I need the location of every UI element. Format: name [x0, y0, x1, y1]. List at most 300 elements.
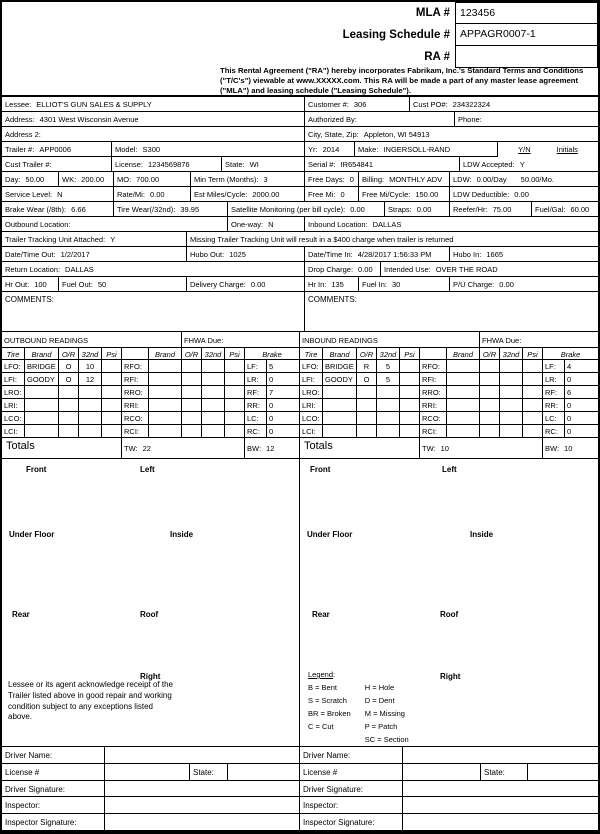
field-label: Service Level:: [5, 190, 53, 199]
col-psi: Psi: [225, 348, 245, 360]
leasing-schedule-label: Leasing Schedule #: [342, 29, 450, 41]
tread-cell: [377, 425, 400, 438]
field-label: Return Location:: [5, 265, 61, 274]
rates-row: [2, 172, 598, 187]
legend-column: [365, 681, 409, 746]
tire-label-cell: LRO:: [300, 386, 323, 399]
field-label: Delivery Charge:: [190, 280, 246, 289]
legend-item: SC = Section: [364, 735, 409, 744]
field-value: 75.00: [492, 205, 512, 214]
ldw-accepted-cell: [460, 157, 598, 172]
field-value: 10: [564, 444, 573, 453]
field-label: Cust PO#:: [413, 100, 448, 109]
field-label: Tire Wear(/32nd):: [117, 205, 176, 214]
panel-label-rear: Rear: [312, 610, 330, 619]
field-label: Straps:: [388, 205, 412, 214]
brand2-cell: [149, 425, 182, 438]
tread2-cell: [202, 360, 225, 373]
or-cell: [59, 412, 79, 425]
inspector-signature-value: [403, 814, 598, 831]
field-label: Satellite Monitoring (per bill cycle):: [231, 205, 346, 214]
col-brake: Brake: [543, 348, 598, 360]
brand2-cell: [149, 360, 182, 373]
col-psi: Psi: [102, 348, 122, 360]
col-brand: Brand: [149, 348, 182, 360]
brake-value-cell: 4: [565, 360, 598, 373]
tire-label-cell: LFI:: [300, 373, 323, 386]
legend-item: M = Missing: [364, 709, 405, 718]
panel-label-right: Right: [440, 672, 461, 681]
address2-cell: [2, 127, 305, 142]
panel-label-roof: Roof: [140, 610, 159, 619]
brand-cell: [323, 412, 357, 425]
brake-value-cell: 6: [565, 386, 598, 399]
reading-row: [2, 386, 300, 399]
panel-label-inside: Inside: [470, 530, 494, 539]
totals-label: Totals: [2, 438, 122, 459]
field-value: 3: [263, 175, 268, 184]
brake-label-cell: LF:: [543, 360, 565, 373]
field-label: TW:: [124, 444, 138, 453]
field-label: Free Days:: [308, 175, 345, 184]
inbound-title-row: [300, 332, 598, 348]
field-label: WK:: [62, 175, 77, 184]
psi2-cell: [225, 425, 245, 438]
or2-cell: [480, 399, 500, 412]
tire2-label-cell: RCI:: [122, 425, 149, 438]
brake-value-cell: 0: [565, 425, 598, 438]
reading-row: [300, 425, 598, 438]
brake-value-cell: 0: [565, 373, 598, 386]
tire-label-cell: LCI:: [300, 425, 323, 438]
or2-cell: [480, 386, 500, 399]
field-value: Y: [110, 235, 116, 244]
inbound-damage-diagram: [300, 459, 598, 746]
address2-row: [2, 127, 598, 142]
state-value: [528, 764, 598, 781]
customer-number-cell: [305, 97, 410, 112]
fuel-in-cell: [359, 277, 450, 292]
field-value: 0.00: [350, 205, 365, 214]
or-cell: [357, 425, 377, 438]
min-term-cell: [191, 172, 305, 187]
trailer-number-cell: [2, 142, 112, 157]
return-row: [2, 262, 598, 277]
day-rate-cell: [2, 172, 59, 187]
field-label: Reefer/Hr:: [453, 205, 488, 214]
psi-cell: [400, 360, 420, 373]
leasing-schedule-row: [2, 24, 598, 46]
brand-cell: [323, 425, 357, 438]
mla-row: [2, 2, 598, 24]
panel-label-left: Left: [442, 465, 457, 474]
trailer-row: [2, 142, 598, 157]
datetime-row: [2, 247, 598, 262]
field-value: MONTHLY ADV: [389, 175, 443, 184]
make-cell: [355, 142, 498, 157]
fuel-gal-cell: [532, 202, 598, 217]
panel-label-roof: Roof: [440, 610, 459, 619]
col-32nd: 32nd: [79, 348, 102, 360]
brand2-cell: [447, 373, 480, 386]
inbound-readings-table: [300, 332, 598, 459]
intended-use-cell: [381, 262, 598, 277]
inbound-signature-table: [300, 747, 598, 831]
field-value: 0: [349, 175, 354, 184]
tire2-label-cell: RCO:: [122, 412, 149, 425]
reading-row: [2, 373, 300, 386]
field-label: Min Term (Months):: [194, 175, 259, 184]
hubo-in-cell: [450, 247, 598, 262]
legend-item: H = Hole: [364, 683, 395, 692]
or-cell: O: [357, 373, 377, 386]
field-label: TW:: [422, 444, 436, 453]
driver-name-label: Driver Name:: [300, 747, 403, 764]
legend-item: C = Cut: [308, 722, 334, 731]
col-or: O/R: [480, 348, 500, 360]
tracking-unit-cell: [2, 232, 187, 247]
date-time-in-cell: [305, 247, 450, 262]
cust-po-cell: [410, 97, 598, 112]
inspector-signature-label: Inspector Signature:: [2, 814, 105, 831]
tread-cell: 12: [79, 373, 102, 386]
field-value: IR654841: [340, 160, 374, 169]
field-value: 135: [331, 280, 344, 289]
brand2-cell: [447, 386, 480, 399]
field-value: 39.95: [180, 205, 200, 214]
comments-label: COMMENTS:: [5, 295, 54, 304]
field-value: 50.00/Mo.: [520, 175, 555, 184]
inspector-signature-value: [105, 814, 300, 831]
or-cell: [59, 399, 79, 412]
straps-cell: [385, 202, 450, 217]
or2-cell: [182, 373, 202, 386]
reading-row: [2, 425, 300, 438]
tire-label-cell: LRI:: [300, 399, 323, 412]
brake-label-cell: RF:: [245, 386, 267, 399]
inspector-label: Inspector:: [300, 797, 403, 814]
fuel-out-cell: [59, 277, 187, 292]
tire2-label-cell: RFO:: [122, 360, 149, 373]
hr-out-cell: [2, 277, 59, 292]
tread-total-cell: [122, 438, 245, 459]
or2-cell: [480, 425, 500, 438]
tire2-label-cell: RRI:: [420, 399, 447, 412]
brand2-cell: [149, 386, 182, 399]
col-tire: Tire: [2, 348, 25, 360]
field-label: MO:: [117, 175, 132, 184]
outbound-column-headers: [2, 348, 300, 360]
brand-cell: BRIDGE: [25, 360, 59, 373]
field-value: 0.00: [499, 280, 514, 289]
brake-label-cell: RR:: [543, 399, 565, 412]
tread-cell: [79, 399, 102, 412]
col-brand: Brand: [25, 348, 59, 360]
reading-row: [2, 399, 300, 412]
tire-label-cell: LFO:: [300, 360, 323, 373]
license-row: [2, 764, 300, 781]
field-label: Est Miles/Cycle:: [194, 190, 248, 199]
tire-wear-cell: [114, 202, 228, 217]
reading-row: [300, 373, 598, 386]
field-value: Y: [519, 160, 525, 169]
brand-cell: [25, 425, 59, 438]
brand-cell: [323, 399, 357, 412]
reading-row: [2, 412, 300, 425]
field-value: 306: [353, 100, 367, 109]
initials-header: Initials: [556, 145, 578, 154]
psi-cell: [102, 412, 122, 425]
delivery-charge-cell: [187, 277, 305, 292]
inbound-totals-row: [300, 438, 598, 459]
pu-charge-cell: [450, 277, 598, 292]
brake-wear-cell: [2, 202, 114, 217]
serial-cell: [305, 157, 460, 172]
field-label: Date/Time Out:: [5, 250, 56, 259]
inbound-column-headers: [300, 348, 598, 360]
field-label: Model:: [115, 145, 138, 154]
field-label: Address:: [5, 115, 35, 124]
field-label: P/U Charge:: [453, 280, 495, 289]
panel-label-front: Front: [310, 465, 331, 474]
or2-cell: [182, 360, 202, 373]
field-value: DALLAS: [372, 220, 402, 229]
hours-fuel-row: [2, 277, 598, 292]
tire2-label-cell: RFI:: [122, 373, 149, 386]
tread-cell: [377, 399, 400, 412]
psi2-cell: [523, 425, 543, 438]
panel-label-under-floor: Under Floor: [307, 530, 353, 539]
or2-cell: [182, 386, 202, 399]
free-days-cell: [305, 172, 359, 187]
field-label: Date/Time In:: [308, 250, 353, 259]
tread-cell: 10: [79, 360, 102, 373]
field-value: 60.00: [570, 205, 590, 214]
panel-label-rear: Rear: [12, 610, 30, 619]
brand-cell: [25, 412, 59, 425]
inbound-location-cell: [305, 217, 598, 232]
brake-total-cell: [245, 438, 300, 459]
field-label: LDW Deductible:: [453, 190, 510, 199]
inspector-value: [403, 797, 598, 814]
field-value: 150.00: [415, 190, 439, 199]
or-cell: [59, 425, 79, 438]
tracking-note-cell: [187, 232, 598, 247]
license-value: [105, 764, 190, 781]
tread2-cell: [202, 425, 225, 438]
brand-cell: GOODY: [25, 373, 59, 386]
mla-value: 123456: [455, 2, 598, 24]
brand2-cell: [149, 412, 182, 425]
wear-row: [2, 202, 598, 217]
brand2-cell: [149, 373, 182, 386]
state-label: State:: [190, 764, 228, 781]
hubo-out-cell: [187, 247, 305, 262]
tire-label-cell: LCI:: [2, 425, 25, 438]
free-mi-cycle-cell: [359, 187, 450, 202]
brake-value-cell: 0: [267, 412, 300, 425]
tire-label-cell: LFI:: [2, 373, 25, 386]
field-label: Free Mi/Cycle:: [362, 190, 411, 199]
tire-label-cell: LCO:: [300, 412, 323, 425]
field-value: 1025: [229, 250, 246, 259]
ldw-rate-cell: [450, 172, 598, 187]
outbound-readings-table: [2, 332, 300, 459]
state-value: [228, 764, 300, 781]
rate-mi-cell: [114, 187, 191, 202]
field-label: Fuel In:: [362, 280, 388, 289]
field-label: Yr:: [308, 145, 318, 154]
tread-total-cell: [420, 438, 543, 459]
field-label: One-way:: [231, 220, 264, 229]
brake-label-cell: LC:: [543, 412, 565, 425]
field-label: Fuel Out:: [62, 280, 93, 289]
field-label: Free Mi:: [308, 190, 336, 199]
license-label: License #: [300, 764, 403, 781]
or-cell: [357, 412, 377, 425]
license-row: [300, 764, 598, 781]
signature-section: [2, 747, 598, 831]
tread2-cell: [500, 373, 523, 386]
field-value: 22: [142, 444, 151, 453]
legend-item: P = Patch: [364, 722, 398, 731]
tread2-cell: [500, 412, 523, 425]
field-label: Cust Trailer #:: [5, 160, 52, 169]
brand2-cell: [447, 425, 480, 438]
psi2-cell: [523, 386, 543, 399]
inspector-row: [300, 797, 598, 814]
brand2-cell: [149, 399, 182, 412]
legend-title: Legend:: [308, 670, 336, 679]
field-label: Outbound Location:: [5, 220, 71, 229]
ldw-deductible-cell: [450, 187, 598, 202]
form-header: [2, 2, 598, 95]
brand-cell: BRIDGE: [323, 360, 357, 373]
field-label: Rate/Mi:: [117, 190, 145, 199]
damage-diagram-section: [2, 459, 598, 747]
week-rate-cell: [59, 172, 114, 187]
outbound-location-cell: [2, 217, 228, 232]
inspector-signature-label: Inspector Signature:: [300, 814, 403, 831]
tracking-row: [2, 232, 598, 247]
service-row: [2, 187, 598, 202]
psi2-cell: [225, 360, 245, 373]
reefer-cell: [450, 202, 532, 217]
brake-value-cell: 0: [565, 412, 598, 425]
driver-signature-label: Driver Signature:: [300, 781, 403, 798]
field-value: 50.00: [25, 175, 45, 184]
driver-name-row: [2, 747, 300, 764]
field-label: Drop Charge:: [308, 265, 354, 274]
cust-trailer-cell: [2, 157, 112, 172]
lessee-cell: [2, 97, 305, 112]
brake-value-cell: 0: [267, 399, 300, 412]
field-value: 1/2/2017: [60, 250, 90, 259]
tread2-cell: [500, 386, 523, 399]
psi-cell: [102, 360, 122, 373]
location-row: [2, 217, 598, 232]
field-value: OVER THE ROAD: [435, 265, 498, 274]
field-value: 0.00: [250, 280, 266, 289]
field-value: 1234569876: [147, 160, 190, 169]
free-mi-cell: [305, 187, 359, 202]
inspector-label: Inspector:: [2, 797, 105, 814]
brand-cell: GOODY: [323, 373, 357, 386]
field-label: Address 2:: [5, 130, 41, 139]
legend-item: S = Scratch: [308, 696, 347, 705]
brake-value-cell: 0: [267, 373, 300, 386]
license-cell: [112, 157, 222, 172]
brake-value-cell: 7: [267, 386, 300, 399]
inspector-row: [2, 797, 300, 814]
field-value: 0: [340, 190, 345, 199]
or-cell: O: [59, 373, 79, 386]
psi2-cell: [523, 373, 543, 386]
psi-cell: [102, 399, 122, 412]
col-or: O/R: [59, 348, 79, 360]
col-brake: Brake: [245, 348, 300, 360]
field-value: 4301 West Wisconsin Avenue: [39, 115, 139, 124]
panel-label-under-floor: Under Floor: [9, 530, 55, 539]
brand2-cell: [447, 360, 480, 373]
field-label: Customer #:: [308, 100, 349, 109]
service-level-cell: [2, 187, 114, 202]
psi2-cell: [523, 399, 543, 412]
brake-value-cell: 5: [267, 360, 300, 373]
tire2-label-cell: RCI:: [420, 425, 447, 438]
field-value: 200.00: [81, 175, 105, 184]
field-label: Phone:: [458, 115, 482, 124]
driver-name-value: [105, 747, 300, 764]
field-value: S300: [142, 145, 161, 154]
field-value: 0.00: [149, 190, 165, 199]
field-value: N: [268, 220, 274, 229]
tire2-label-cell: RCO:: [420, 412, 447, 425]
year-cell: [305, 142, 355, 157]
leasing-schedule-value: APPAGR0007-1: [455, 24, 598, 46]
tire2-label-cell: RFO:: [420, 360, 447, 373]
totals-label: Totals: [300, 438, 420, 459]
field-value: APP0006: [39, 145, 72, 154]
psi2-cell: [225, 373, 245, 386]
tire2-label-cell: RFI:: [420, 373, 447, 386]
tread-cell: [377, 386, 400, 399]
field-label: State:: [225, 160, 245, 169]
brand2-cell: [447, 412, 480, 425]
field-value: 2014: [322, 145, 340, 154]
psi-cell: [400, 399, 420, 412]
field-value: WI: [249, 160, 259, 169]
tread-cell: 5: [377, 373, 400, 386]
address-row: [2, 112, 598, 127]
agreement-details-grid: [2, 95, 598, 332]
authorized-by-cell: [305, 112, 455, 127]
brake-total-cell: [543, 438, 598, 459]
or-cell: [357, 386, 377, 399]
address-cell: [2, 112, 305, 127]
driver-signature-row: [300, 781, 598, 798]
legend-item: D = Dent: [364, 696, 395, 705]
inspector-value: [105, 797, 300, 814]
brake-label-cell: RC:: [543, 425, 565, 438]
tread2-cell: [202, 386, 225, 399]
legend-column: [308, 681, 351, 746]
brake-label-cell: LF:: [245, 360, 267, 373]
col-32nd: 32nd: [202, 348, 225, 360]
brand-cell: [323, 386, 357, 399]
field-label: Hubo Out:: [190, 250, 225, 259]
or2-cell: [182, 425, 202, 438]
